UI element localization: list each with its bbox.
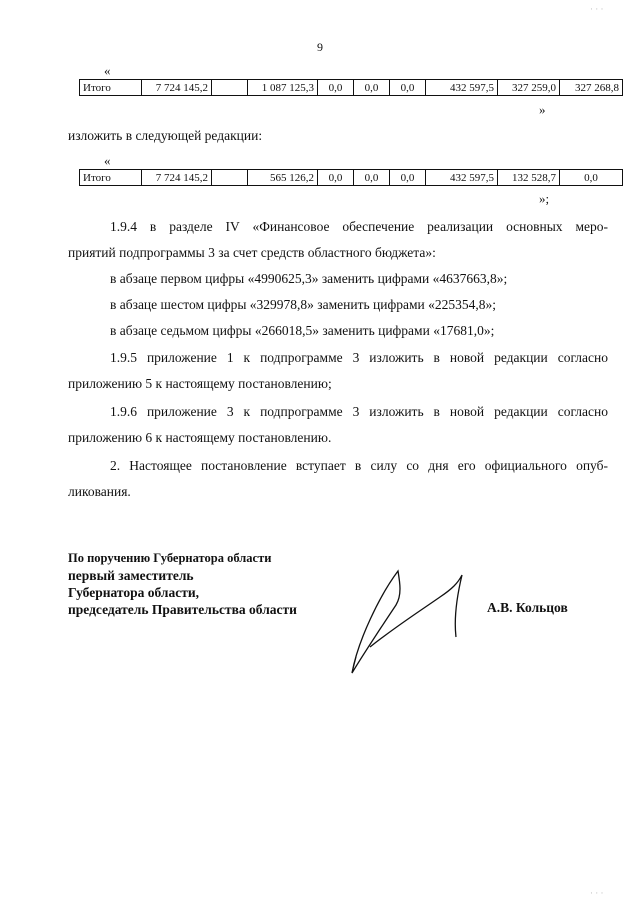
table-cell: 1 087 125,3 [248, 80, 318, 96]
table-cell [212, 80, 248, 96]
table-cell: 132 528,7 [498, 170, 560, 186]
intro-line: изложить в следующей редакции: [68, 128, 263, 143]
table-cell: 7 724 145,2 [142, 80, 212, 96]
table-cell: 0,0 [560, 170, 623, 186]
table-cell: 565 126,2 [248, 170, 318, 186]
signature-line-3: Губернатора области, [68, 585, 199, 600]
page-number: 9 [317, 40, 323, 54]
paragraph-1-9-5-line-2: приложению 5 к настоящему постановлению; [68, 376, 332, 391]
table-row [80, 80, 623, 96]
table-cell-label: Итого [80, 170, 142, 186]
paragraph-2-line-2: ликования. [68, 484, 131, 499]
table-cell: 0,0 [354, 80, 390, 96]
table-cell: 7 724 145,2 [142, 170, 212, 186]
budget-table-old [79, 79, 623, 96]
paragraph-1-9-6-line-1: 1.9.6 приложение 3 к подпрограмме 3 изложить в новой редакции согласно [110, 404, 608, 419]
budget-table-new [79, 169, 623, 186]
paragraph-1-9-4-line-2: приятий подпрограммы 3 за счет средств областного бюджета»: [68, 245, 436, 260]
table-cell: 432 597,5 [426, 170, 498, 186]
table-row [80, 170, 623, 186]
paragraph-abzac-7: в абзаце седьмом цифры «266018,5» заменить цифрами «17681,0»; [110, 323, 495, 338]
paragraph-2-line-1: 2. Настоящее постановление вступает в силу со дня его официального опуб- [110, 458, 608, 473]
paragraph-abzac-1: в абзаце первом цифры «4990625,3» заменить цифрами «4637663,8»; [110, 271, 508, 286]
corner-mark-top: · · · [590, 4, 604, 14]
signature-line-1: По поручению Губернатора области [68, 551, 272, 565]
table-cell [212, 170, 248, 186]
table-cell: 0,0 [354, 170, 390, 186]
table-cell-label: Итого [80, 80, 142, 96]
table-cell: 327 268,8 [560, 80, 623, 96]
paragraph-1-9-4-line-1: 1.9.4 в разделе IV «Финансовое обеспечение реализации основных меро- [110, 219, 608, 234]
table-open-quote-1: « [104, 63, 111, 78]
handwritten-signature [340, 565, 480, 680]
paragraph-1-9-5-line-1: 1.9.5 приложение 1 к подпрограмме 3 изложить в новой редакции согласно [110, 350, 608, 365]
table-open-quote-2: « [104, 153, 111, 168]
table-cell: 432 597,5 [426, 80, 498, 96]
signer-name: А.В. Кольцов [487, 600, 568, 615]
signature-line-2: первый заместитель [68, 568, 194, 583]
corner-mark-bottom: · · · [590, 888, 604, 898]
table-cell: 0,0 [318, 170, 354, 186]
table-close-quote-2: »; [539, 191, 550, 206]
table-close-quote-1: » [539, 102, 546, 117]
signature-line-4: председатель Правительства области [68, 602, 297, 617]
table-cell: 0,0 [390, 170, 426, 186]
table-cell: 0,0 [318, 80, 354, 96]
paragraph-abzac-6: в абзаце шестом цифры «329978,8» заменить цифрами «225354,8»; [110, 297, 496, 312]
table-cell: 327 259,0 [498, 80, 560, 96]
table-cell: 0,0 [390, 80, 426, 96]
paragraph-1-9-6-line-2: приложению 6 к настоящему постановлению. [68, 430, 332, 445]
